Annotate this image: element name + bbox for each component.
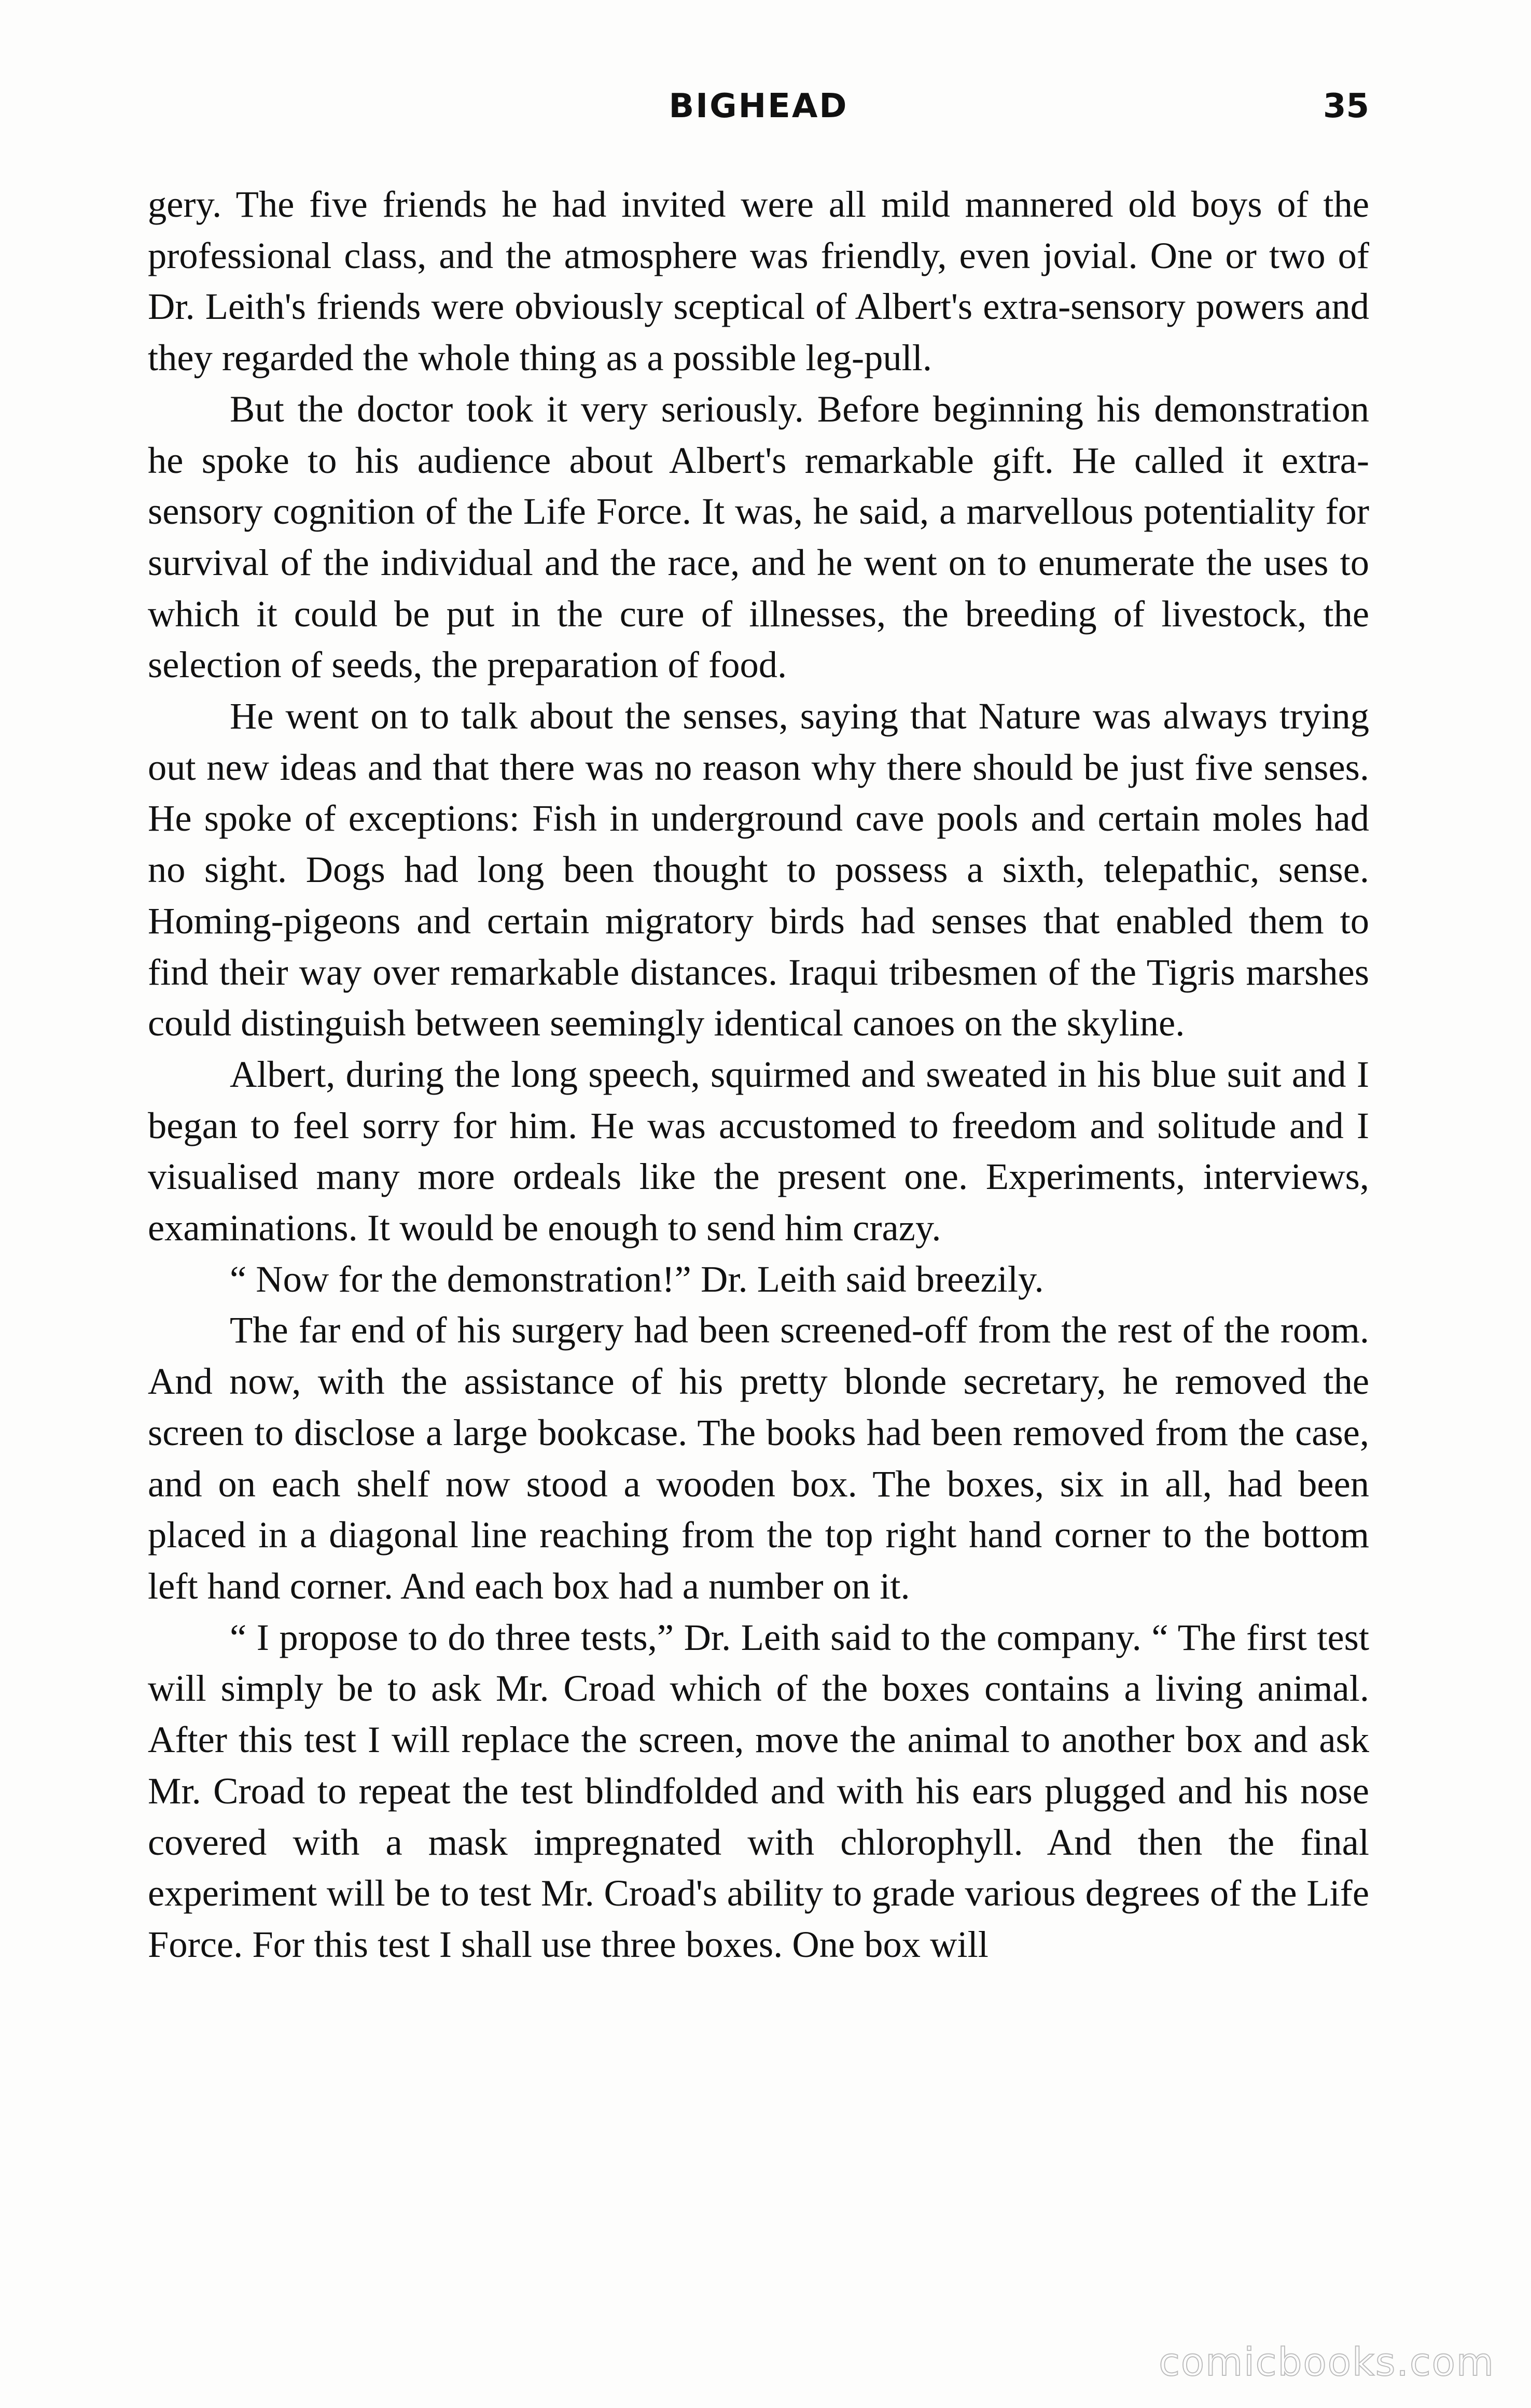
running-head xyxy=(148,78,1369,135)
paragraph: “ I propose to do three tests,” Dr. Leith said to the company. “ The first test will simply be to ask Mr. Croad which of the boxes contains a living animal. After this test I will replace the screen, move the animal to another box and ask Mr. Croad to repeat the test blindfolded and with his ears plugged and his nose covered with a mask impregnated with chlorophyll. And then the final experiment will be to test Mr. Croad's ability to grade various degrees of the Life Force. For this test I shall use three boxes. One box will xyxy=(148,1616,1369,1965)
paragraph: But the doctor took it very seriously. Before beginning his demonstration he spoke to his audience about Albert's remarkable gift. He called it extra-sensory cognition of the Life Force. It was, he said, a marvellous potentiality for survival of the individual and the race, and he went on to enumerate the uses to which it could be put in the cure of illnesses, the breeding of livestock, the selection of seeds, the preparation of food. xyxy=(148,387,1369,686)
paragraph: “ Now for the demonstration!” Dr. Leith said breezily. xyxy=(230,1257,1044,1300)
watermark: comicbooks.com xyxy=(1159,2340,1495,2385)
page-number: 35 xyxy=(1323,87,1369,125)
paragraph: The far end of his surgery had been screened-off from the rest of the room. And now, with the assistance of his pretty blonde secretary, he removed the screen to disclose a large bookcase. The books had been removed from the case, and on each shelf now stood a wooden box. The boxes, six in all, had been placed in a diagonal line reaching from the top right hand corner to the bottom left hand corner. And each box had a number on it. xyxy=(148,1309,1369,1607)
body-text xyxy=(148,179,1369,1970)
paragraph: He went on to talk about the senses, saying that Nature was always trying out new ideas and that there was no reason why there should be just five senses. He spoke of exceptions: Fish in underground cave pools and certain moles had no sight. Dogs had long been thought to possess a sixth, telepathic, sense. Homing-pigeons and certain migratory birds had senses that enabled them to find their way over remarkable distances. Iraqui tribesmen of the Tigris marshes could distinguish between seemingly identical canoes on the skyline. xyxy=(148,695,1369,1044)
paragraph-continued: gery. The five friends he had invited were all mild mannered old boys of the professional class, and the atmosphere was friendly, even jovial. One or two of Dr. Leith's friends were obviously sceptical of Albert's extra-sensory powers and they regarded the whole thing as a possible leg-pull. xyxy=(148,183,1369,379)
paragraph: Albert, during the long speech, squirmed and sweated in his blue suit and I began to feel sorry for him. He was accustomed to freedom and solitude and I visualised many more ordeals like the present one. Experiments, interviews, examinations. It would be enough to send him crazy. xyxy=(148,1053,1369,1249)
running-title: BIGHEAD xyxy=(669,87,848,125)
